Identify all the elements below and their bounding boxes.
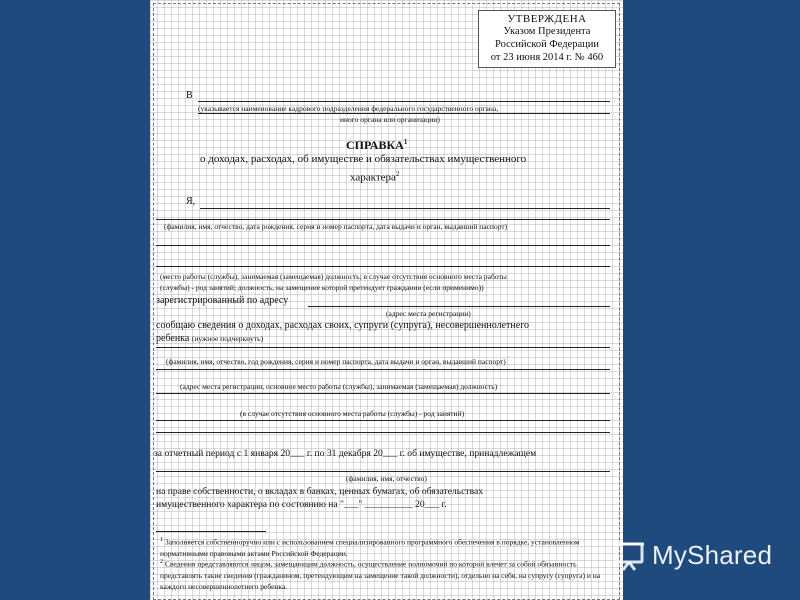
footnote-2: [160, 556, 610, 592]
work-hint-1: (место работы (службы), занимаемая (замещаемая) должность; в случае отсутствия основного места работы: [160, 272, 507, 281]
dept-hint-1: (указывается наименование кадрового подразделения федерального государственного органа,: [198, 104, 499, 113]
doc-title-text: СПРАВКА: [346, 138, 404, 152]
presentation-icon: [612, 538, 646, 572]
blank-line-6: [156, 420, 610, 421]
address-hint: (адрес места регистрации): [386, 309, 471, 318]
blank-line-2: [156, 266, 610, 267]
blank-line-4: [156, 369, 610, 370]
document-page: [150, 0, 623, 600]
no-work-hint: (в случае отсутствия основного места работы (службы) - род занятий): [240, 409, 465, 418]
doc-subtitle-note: 2: [395, 170, 400, 178]
blank-line-8: [156, 471, 610, 472]
blank-line-3: [156, 347, 610, 348]
watermark-brand: MyShared: [652, 539, 773, 570]
doc-title: [346, 138, 407, 153]
footnote-separator: [156, 531, 266, 532]
to-label: В: [186, 90, 193, 101]
report-underline-hint: (нужное подчеркнуть): [191, 334, 264, 343]
registered-line: [308, 306, 610, 307]
doc-subtitle-2: [350, 170, 399, 184]
report-line-1: сообщаю сведения о доходах, расходах своих, супруги (супруга), несовершеннолетнего: [156, 320, 530, 331]
doc-subtitle-2-text: характера: [350, 171, 396, 184]
report-line-2: [156, 333, 263, 344]
report-child: ребенка: [156, 333, 190, 344]
person-line: [156, 219, 610, 220]
dept-hint-2: иного органа или организации): [340, 115, 440, 124]
approval-heading: УТВЕРЖДЕНА: [507, 13, 587, 25]
footnote-2-text: Сведения представляются лицом, замещающим должность, осуществление полномочий по которой влечет за собой обязанность представлять такие сведения (гражданином, претендующим на замещение такой должности), отдельно на себя, на супругу (супруга) и на каждого несовершеннолетнего ребенка.: [160, 559, 601, 591]
ownership-line-1: на праве собственности, о вкладах в банках, ценных бумагах, об обязательствах: [156, 486, 484, 497]
doc-subtitle-1: о доходах, расходах, об имуществе и обязательствах имущественного: [200, 153, 527, 165]
blank-line-1: [156, 245, 610, 246]
footnote-2-mark: 2: [160, 558, 164, 565]
ya-line: [200, 208, 610, 209]
period-text: за отчетный период с 1 января 20___ г. по 31 декабря 20___ г. об имуществе, принадлежащем: [154, 448, 537, 459]
address2-hint: (адрес места регистрации, основное место работы (службы), занимаемая (замещаемая) должность): [180, 382, 498, 391]
footnote-1-mark: 1: [160, 536, 164, 543]
ya-label: Я,: [186, 196, 196, 207]
dept-line: [198, 113, 610, 114]
doc-title-note: 1: [403, 138, 408, 146]
approval-line-1: Указом Президента: [503, 26, 591, 37]
blank-line-5: [156, 393, 610, 394]
fio-hint: (фамилия, имя, отчество): [346, 474, 427, 483]
footnote-1: [160, 534, 610, 559]
footnote-1-text: Заполняется собственноручно или с использованием специализированного программного обеспечения в порядке, установленном нормативными правовыми актами Российской Федерации.: [160, 537, 580, 558]
registered-label: зарегистрированный по адресу: [156, 295, 289, 306]
myshared-watermark: [612, 533, 792, 577]
approval-line-3: от 23 июня 2014 г. № 460: [490, 52, 604, 63]
approval-block: [478, 10, 616, 68]
approval-line-2: Российской Федерации: [495, 39, 599, 50]
to-line: [198, 101, 610, 102]
ownership-line-2: имущественного характера по состоянию на "___" __________ 20___ г.: [156, 499, 447, 510]
blank-line-7: [156, 432, 610, 433]
work-hint-2: (службы) - род занятий; должность, на замещение которой претендует гражданин (если применимо)): [160, 283, 484, 292]
person2-hint: (фамилия, имя, отчество, год рождения, серия и номер паспорта, дата выдачи и орган, выдавший паспорт): [166, 357, 506, 366]
person-hint: (фамилия, имя, отчество, дата рождения, серия и номер паспорта, дата выдачи и орган, выдавший паспорт): [164, 222, 508, 231]
